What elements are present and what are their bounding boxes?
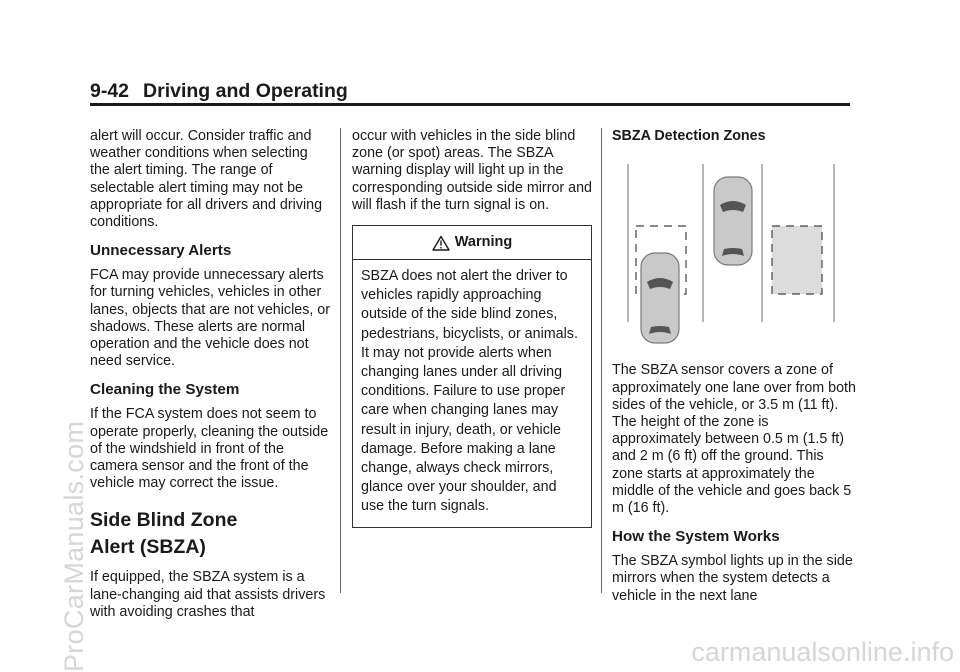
unnecessary-alerts-paragraph: FCA may provide unnecessary alerts for turning vehicles, vehicles in other lanes, objects that are not vehicles, or shadows. These alerts are normal operation and the vehicle does not need service. bbox=[90, 267, 331, 370]
column-divider-1 bbox=[340, 128, 341, 593]
left-lane-car-icon bbox=[641, 253, 679, 343]
column-divider-2 bbox=[601, 128, 602, 593]
intro-paragraph: alert will occur. Consider traffic and weather conditions when selecting the alert timing. The range of selectable alert timing may not be appropriate for all drivers and driving conditions. bbox=[90, 128, 323, 231]
sbza-paragraph: If equipped, the SBZA system is a lane-changing aid that assists drivers with avoiding crashes that bbox=[90, 569, 326, 620]
lane-line-center-right bbox=[761, 164, 763, 322]
warning-header bbox=[353, 226, 591, 260]
lane-line-center-left bbox=[702, 164, 704, 322]
how-system-works-heading: How the System Works bbox=[612, 528, 780, 546]
warning-box bbox=[352, 225, 592, 528]
watermark-bottom: carmanualsonline.info bbox=[691, 637, 954, 667]
lane-line-left bbox=[627, 164, 629, 322]
sbza-heading-line-1: Side Blind Zone bbox=[90, 509, 238, 532]
how-system-works-paragraph: The SBZA symbol lights up in the side mirrors when the system detects a vehicle in the next lane bbox=[612, 553, 853, 604]
warning-body: SBZA does not alert the driver to vehicles rapidly approaching outside of the side blind zones, pedestrians, bicyclists, or animals. It may not provide alerts when changing lanes under all driving conditions. Failure to use proper care when changing lanes may result in injury, death, or vehicle damage. Before making a lane change, always check mirrors, glance over your shoulder, and use the turn signals. bbox=[361, 268, 578, 515]
page-number: 9-42 bbox=[90, 80, 130, 102]
header-rule bbox=[90, 103, 850, 106]
sbza-continued-paragraph: occur with vehicles in the side blind zone (or spot) areas. The SBZA warning display will light up in the corresponding outside side mirror and will flash if the turn signal is on. bbox=[352, 128, 592, 213]
sbza-heading-line-2: Alert (SBZA) bbox=[90, 536, 206, 559]
right-detection-zone bbox=[772, 226, 822, 294]
warning-triangle-icon bbox=[432, 235, 450, 251]
host-car-icon bbox=[714, 177, 752, 265]
unnecessary-alerts-heading: Unnecessary Alerts bbox=[90, 242, 232, 260]
page-header bbox=[90, 80, 348, 103]
diagram-title: SBZA Detection Zones bbox=[612, 128, 766, 144]
cleaning-heading: Cleaning the System bbox=[90, 381, 240, 399]
zone-paragraph: The SBZA sensor covers a zone of approximately one lane over from both sides of the vehicle, or 3.5 m (11 ft). The height of the zone is approximately between 0.5 m (1.5 ft) and 2 m (6 ft) off the ground. This zone starts at approximately the middle of the vehicle and goes back 5 m (16 ft). bbox=[612, 362, 856, 517]
sbza-detection-zones-diagram bbox=[627, 164, 857, 344]
warning-title: Warning bbox=[454, 233, 513, 250]
column-2 bbox=[352, 128, 592, 528]
section-title: Driving and Operating bbox=[143, 80, 348, 102]
column-3 bbox=[612, 128, 857, 605]
cleaning-paragraph: If the FCA system does not seem to operate properly, cleaning the outside of the windshield in front of the camera sensor and the front of the vehicle may correct the issue. bbox=[90, 406, 329, 492]
column-1 bbox=[90, 128, 330, 621]
lane-line-right bbox=[833, 164, 835, 322]
watermark-left: ProCarManuals.com bbox=[59, 420, 89, 672]
